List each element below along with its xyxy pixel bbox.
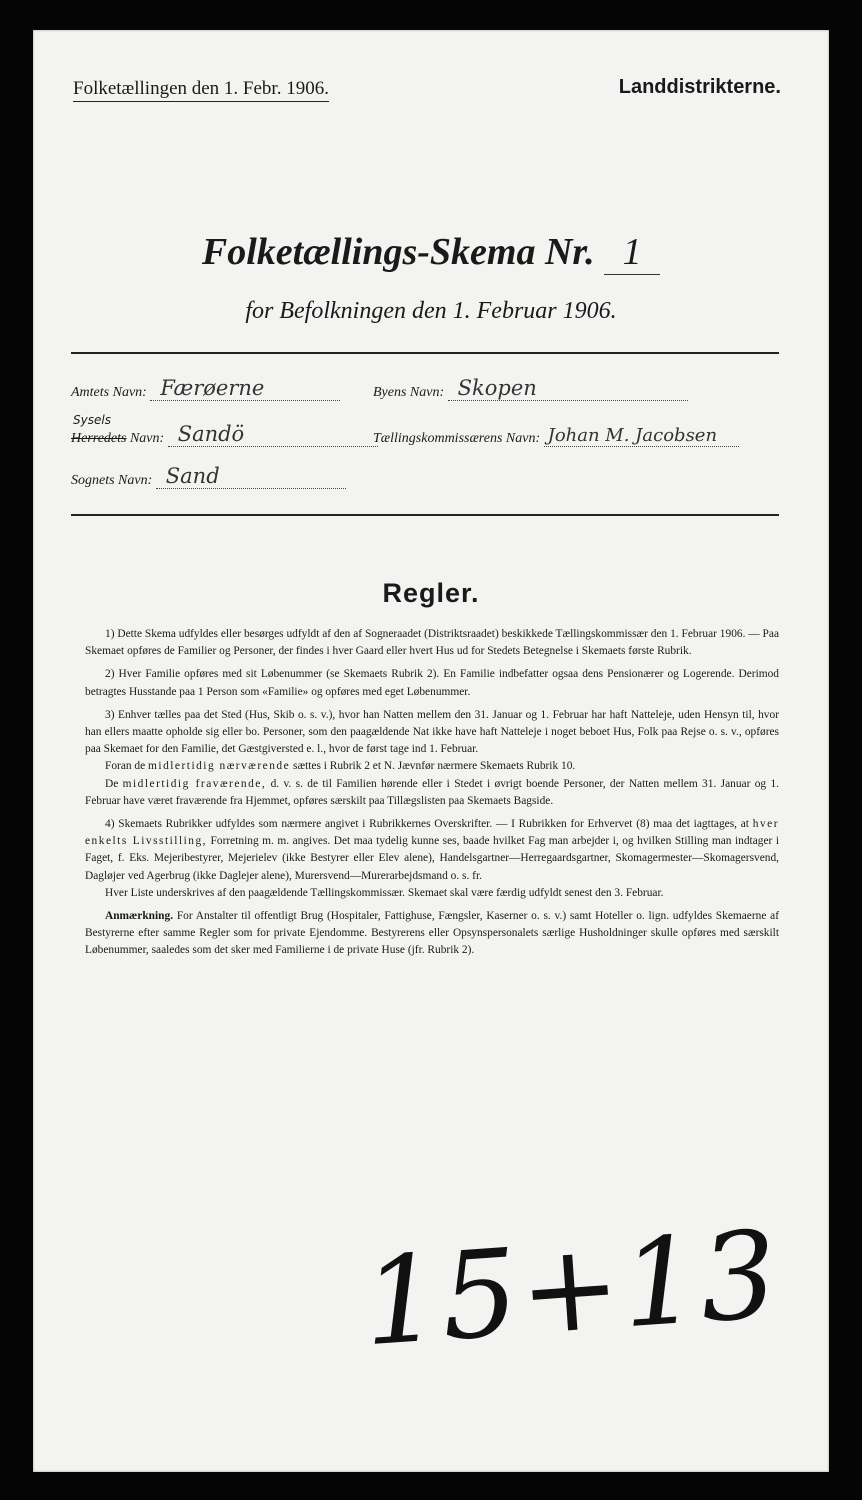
- rules-heading: Regler.: [382, 578, 480, 608]
- field-herred-label-above: Sysels: [73, 413, 111, 427]
- field-amt-label: Amtets Navn:: [71, 385, 147, 400]
- rule-3: 3) Enhver tælles paa det Sted (Hus, Skib o. s. v.), hvor han Natten mellem den 31. Januar og 1. Februar har haft Natteleje, uden Hensyn til, hvor han ellers maatte opholde sig eller bo. Personer, som den paagældende Nat ikke have haft Natteleje i noget beboet Hus, Folk paa Rejse o. s. v., opføres paa Skemaet for den Familie, det Gæstgiversted e. l., hvor de først tage ind 1. Februar.: [85, 708, 779, 756]
- header-district-type: Landdistrikterne.: [618, 76, 781, 98]
- field-by-value: Skopen: [457, 376, 537, 400]
- header-census-date: Folketællingen den 1. Febr. 1906.: [73, 78, 329, 102]
- field-herred-line: [168, 422, 378, 447]
- census-form-page: [33, 30, 829, 1472]
- rule-note: Anmærkning. For Anstalter til offentligt Brug (Hospitaler, Fattighuse, Fængsler, Kaserner o. s. v.) samt Hoteller o. lign. udfyldes Skemaerne af Bestyrerne efter samme Regler som for private Ejendomme. Bestyrerens eller Opsynspersonalets særlige Husholdninger skulle opføres med særskilt Løbenummer, saaledes som det sker med Familierne i de private Huse (jfr. Rubrik 2).: [85, 910, 779, 957]
- rule-1: 1) Dette Skema udfyldes eller besørges udfyldt af den af Sogneraadet (Distriktsraadet) beskikkede Tællingskommissær den 1. Februar 1906. — Paa Skemaet opføres de Familier og Personer, der findes i hver Gaard eller hvert Hus ud for Stedets Betegnelse i Skemaets første Rubrik.: [85, 628, 779, 658]
- field-sogn-value: Sand: [165, 464, 220, 488]
- rule-4: 4) Skemaets Rubrikker udfyldes som nærmere angivet i Rubrikkernes Overskrifter. — I Rubrikken for Erhvervet (8) maa det iagttages, at hver enkelts Livsstilling, Forretning m. m. angives. Det maa tydelig kunne ses, baade hvilket Fag man arbejder i, og hvilken Stilling man indtager i Faget, f. Eks. Mejeribestyrer, Mejerielev (ikke Bestyrer eller Elev alene), Handelsgartner—Herregaardsgartner, Skomagermester—Skomagersvend, Dagløjer ved Agerbrug (ikke Daglejer alene), Murersvend—Murerarbejdsmand o. s. fr.: [85, 818, 779, 882]
- rule-4b: Hver Liste underskrives af den paagældende Tællingskommissær. Skemaet skal være færdig udfyldt senest den 3. Februar.: [105, 886, 664, 899]
- rule-2: 2) Hver Familie opføres med sit Løbenummer (se Skemaets Rubrik 2). En Familie indbefatter ogsaa dens Pensionærer og Logerende. Derimod betragtes Husstande paa 1 Person som «Familie» og opføres med eget Løbenummer.: [85, 668, 779, 698]
- rule-3c: De midlertidig fraværende, d. v. s. de til Familien hørende eller i Stedet i øvrigt boende Personer, der Natten mellem 31. Januar og 1. Februar have været fraværende fra Hjemmet, opføres særskilt paa Tillægslisten paa Skemaets Bagside.: [85, 777, 780, 807]
- form-subtitle: for Befolkningen den 1. Februar 1906.: [245, 298, 617, 324]
- rule-3b: Foran de midlertidig nærværende sættes i Rubrik 2 et N. Jævnfør nærmere Skemaets Rubrik 10.: [105, 760, 576, 773]
- field-by-line: [448, 376, 688, 401]
- field-kommissaer: [373, 425, 739, 447]
- field-by: [373, 376, 688, 401]
- field-sogn-label: Sognets Navn:: [71, 473, 153, 488]
- field-herred-label-struck: Herredets: [71, 431, 127, 446]
- middle-divider: [71, 514, 779, 516]
- field-herred-value: Sandö: [177, 422, 245, 446]
- form-title-text: Folketællings-Skema Nr.: [201, 231, 595, 273]
- top-divider: [71, 352, 779, 354]
- field-kommissaer-label: Tællingskommissærens Navn:: [373, 431, 541, 446]
- field-herred: [71, 413, 378, 447]
- field-sogn-line: [156, 464, 346, 489]
- rule-note-label: Anmærkning.: [105, 910, 174, 923]
- handwritten-total: 15+13: [358, 1205, 784, 1374]
- field-amt-value: Færøerne: [160, 376, 265, 400]
- form-title: [33, 230, 829, 275]
- field-amt: [71, 376, 340, 401]
- field-by-label: Byens Navn:: [373, 385, 445, 400]
- field-amt-line: [150, 376, 340, 401]
- form-number: 1: [604, 230, 660, 275]
- field-herred-label: Navn:: [129, 431, 165, 446]
- rules-text: [85, 626, 779, 966]
- field-sogn: [71, 464, 346, 489]
- field-kommissaer-line: [544, 425, 739, 447]
- field-kommissaer-value: Johan M. Jacobsen: [547, 425, 718, 446]
